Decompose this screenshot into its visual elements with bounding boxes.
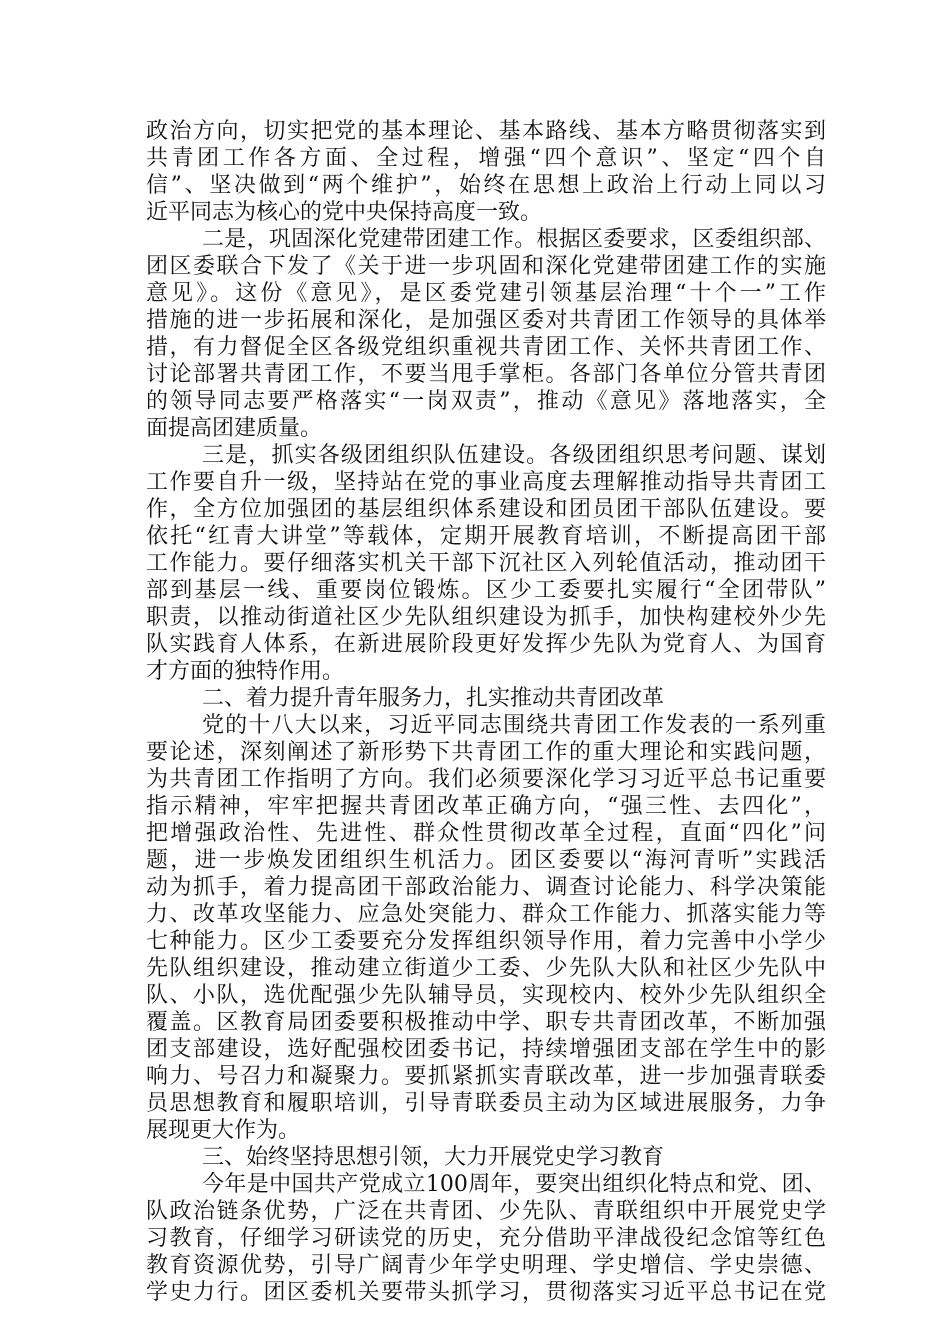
text-line: 措施的进一步拓展和深化，是加强区委对共青团工作领导的具体举 bbox=[146, 308, 826, 333]
text-line: 政治方向，切实把党的基本理论、基本路线、基本方略贯彻落实到 bbox=[146, 119, 826, 144]
text-line: 力、改革攻坚能力、应急处突能力、群众工作能力、抓落实能力等 bbox=[146, 902, 826, 927]
text-line: 面提高团建质量。 bbox=[146, 416, 323, 441]
text-line: 党的十八大以来，习近平同志围绕共青团工作发表的一系列重 bbox=[202, 713, 826, 738]
text-line: 讨论部署共青团工作，不要当甩手掌柜。各部门各单位分管共青团 bbox=[146, 362, 826, 387]
text-line: 信”、坚决做到“两个维护”，始终在思想上政治上行动上同以习 bbox=[146, 173, 826, 198]
text-line: 才方面的独特作用。 bbox=[146, 659, 345, 684]
text-line: 覆盖。区教育局团委要积极推动中学、职专共青团改革，不断加强 bbox=[146, 1010, 826, 1035]
text-line: 队实践育人体系，在新进展阶段更好发挥少先队为党育人、为国育 bbox=[146, 632, 826, 657]
text-line: 的领导同志要严格落实“一岗双责”，推动《意见》落地落实，全 bbox=[146, 389, 826, 414]
text-line: 二、着力提升青年服务力，扎实推动共青团改革 bbox=[202, 686, 665, 711]
text-line: 措，有力督促全区各级党组织重视共青团工作、关怀共青团工作、 bbox=[146, 335, 826, 360]
text-line: 动为抓手，着力提高团干部政治能力、调查讨论能力、科学决策能 bbox=[146, 875, 826, 900]
text-line: 先队组织建设，推动建立街道少工委、少先队大队和社区少先队中 bbox=[146, 956, 826, 981]
text-line: 指示精神，牢牢把握共青团改革正确方向，“强三性、去四化”， bbox=[146, 794, 826, 819]
text-line: 员思想教育和履职培训，引导青联委员主动为区域进展服务，力争 bbox=[146, 1091, 826, 1116]
text-line: 工作要自升一级，坚持站在党的事业高度去理解推动指导共青团工 bbox=[146, 470, 826, 495]
text-line: 队政治链条优势，广泛在共青团、少先队、青联组织中开展党史学 bbox=[146, 1199, 826, 1224]
text-line: 习教育，仔细学习研读党的历史，充分借助平津战役纪念馆等红色 bbox=[146, 1226, 826, 1251]
text-line: 共青团工作各方面、全过程，增强“四个意识”、坚定“四个自 bbox=[146, 146, 826, 171]
text-line: 七种能力。区少工委要充分发挥组织领导作用，着力完善中小学少 bbox=[146, 929, 826, 954]
text-line: 三是，抓实各级团组织队伍建设。各级团组织思考问题、谋划 bbox=[202, 443, 826, 468]
text-line: 队、小队，选优配强少先队辅导员，实现校内、校外少先队组织全 bbox=[146, 983, 826, 1008]
text-line: 今年是中国共产党成立100周年，要突出组织化特点和党、团、 bbox=[202, 1172, 826, 1197]
text-line: 依托“红青大讲堂”等载体，定期开展教育培训，不断提高团干部 bbox=[146, 524, 826, 549]
text-line: 把增强政治性、先进性、群众性贯彻改革全过程，直面“四化”问 bbox=[146, 821, 826, 846]
text-line: 三、始终坚持思想引领，大力开展党史学习教育 bbox=[202, 1145, 665, 1170]
text-line: 意见》。这份《意见》，是区委党建引领基层治理“十个一”工作 bbox=[146, 281, 826, 306]
text-line: 部到基层一线、重要岗位锻炼。区少工委要扎实履行“全团带队” bbox=[146, 578, 826, 603]
text-line: 二是，巩固深化党建带团建工作。根据区委要求，区委组织部、 bbox=[202, 227, 826, 252]
text-line: 团区委联合下发了《关于进一步巩固和深化党建带团建工作的实施 bbox=[146, 254, 826, 279]
text-line: 展现更大作为。 bbox=[146, 1118, 301, 1143]
text-line: 工作能力。要仔细落实机关干部下沉社区入列轮值活动，推动团干 bbox=[146, 551, 826, 576]
document-body bbox=[146, 118, 826, 1306]
text-line: 教育资源优势，引导广阔青少年学史明理、学史增信、学史崇德、 bbox=[146, 1253, 826, 1278]
text-line: 响力、号召力和凝聚力。要抓紧抓实青联改革，进一步加强青联委 bbox=[146, 1064, 826, 1089]
text-line: 职责，以推动街道社区少先队组织建设为抓手，加快构建校外少先 bbox=[146, 605, 826, 630]
text-line: 要论述，深刻阐述了新形势下共青团工作的重大理论和实践问题， bbox=[146, 740, 826, 765]
text-line: 团支部建设，选好配强校团委书记，持续增强团支部在学生中的影 bbox=[146, 1037, 826, 1062]
text-line: 为共青团工作指明了方向。我们必须要深化学习习近平总书记重要 bbox=[146, 767, 826, 792]
text-line: 学史力行。团区委机关要带头抓学习，贯彻落实习近平总书记在党 bbox=[146, 1280, 826, 1305]
text-line: 题，进一步焕发团组织生机活力。团区委要以“海河青听”实践活 bbox=[146, 848, 826, 873]
text-line: 近平同志为核心的党中央保持高度一致。 bbox=[146, 200, 543, 225]
text-line: 作，全方位加强团的基层组织体系建设和团员团干部队伍建设。要 bbox=[146, 497, 826, 522]
